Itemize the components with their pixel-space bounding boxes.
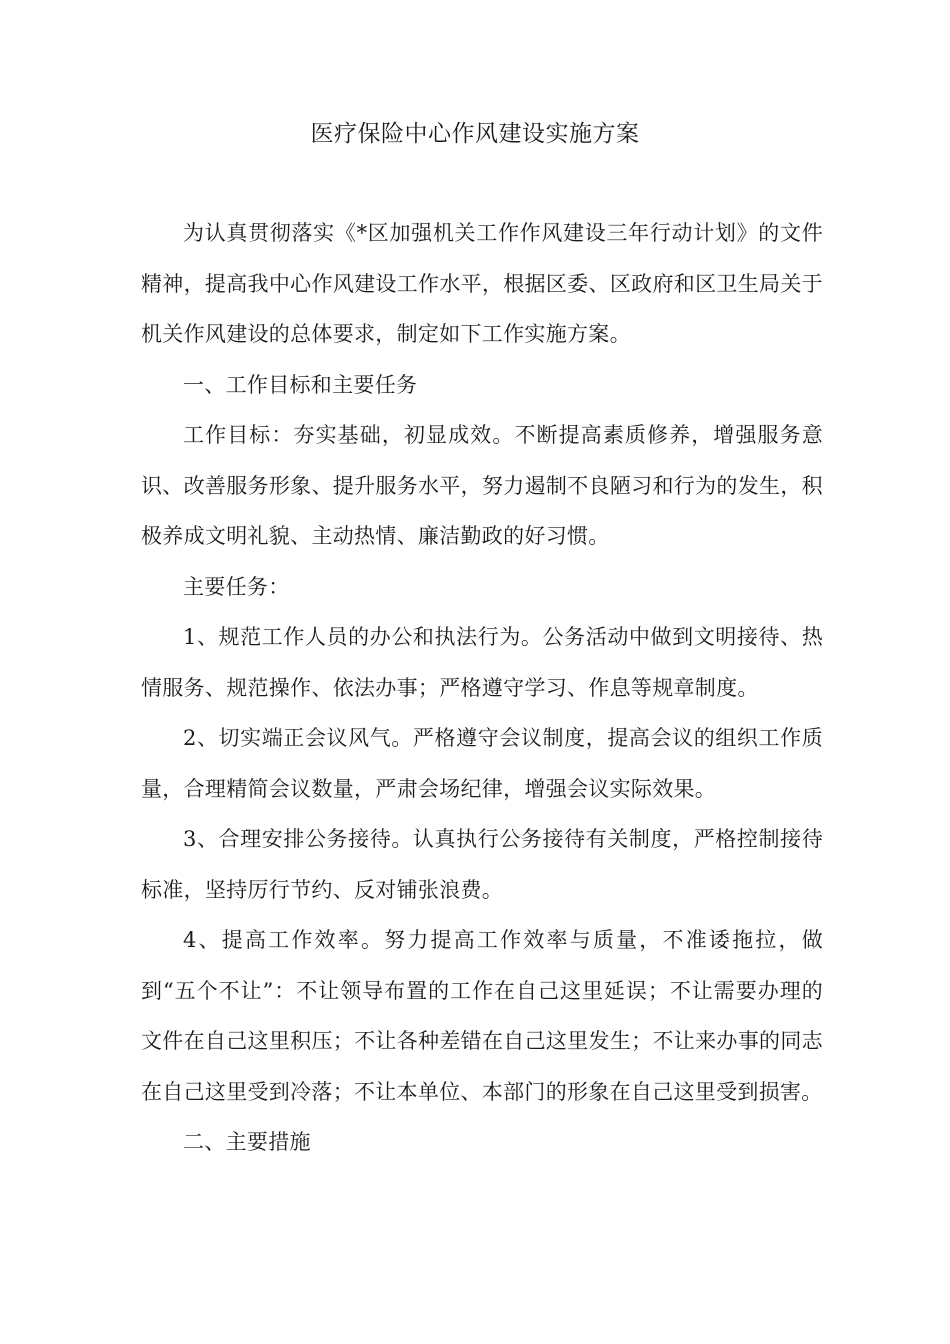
task-item-4: 4、提高工作效率。努力提高工作效率与质量，不准诿拖拉，做到“五个不让”：不让领导布置的工作在自己这里延误；不让需要办理的文件在自己这里积压；不让各种差错在自己这里发生；不让来办事的同志在自己这里受到冷落；不让本单位、本部门的形象在自己这里受到损害。 xyxy=(141,928,823,1104)
document-body xyxy=(141,208,823,1168)
document-title: 医疗保险中心作风建设实施方案 xyxy=(310,121,640,147)
section-heading-2: 二、主要措施 xyxy=(183,1130,311,1154)
task-item-3: 3、合理安排公务接待。认真执行公务接待有关制度，严格控制接待标准，坚持厉行节约、反对铺张浪费。 xyxy=(141,827,823,902)
task-item-1: 1、规范工作人员的办公和执法行为。公务活动中做到文明接待、热情服务、规范操作、依法办事；严格遵守学习、作息等规章制度。 xyxy=(141,625,823,700)
task-item-2: 2、切实端正会议风气。严格遵守会议制度，提高会议的组织工作质量，合理精简会议数量，严肃会场纪律，增强会议实际效果。 xyxy=(141,726,823,801)
intro-paragraph: 为认真贯彻落实《*区加强机关工作作风建设三年行动计划》的文件精神，提高我中心作风建设工作水平，根据区委、区政府和区卫生局关于机关作风建设的总体要求，制定如下工作实施方案。 xyxy=(141,221,823,346)
main-tasks-heading: 主要任务： xyxy=(183,574,290,599)
work-goal-paragraph: 工作目标：夯实基础，初显成效。不断提高素质修养，增强服务意识、改善服务形象、提升服务水平，努力遏制不良陋习和行为的发生，积极养成文明礼貌、主动热情、廉洁勤政的好习惯。 xyxy=(141,423,823,548)
section-heading-1: 一、工作目标和主要任务 xyxy=(183,372,418,397)
